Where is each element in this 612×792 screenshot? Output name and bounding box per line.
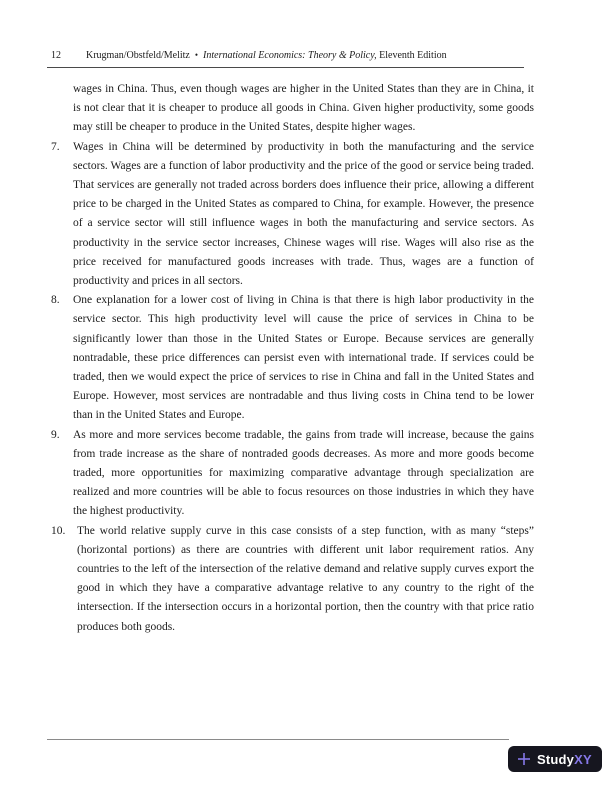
list-item-9 [51,426,534,522]
footer-rule [47,739,509,740]
header-separator-bullet: • [194,50,199,60]
page-number: 12 [51,50,61,61]
header-edition: Eleventh Edition [379,50,447,61]
list-item-number: 9. [51,428,60,441]
brand-xy: XY [574,751,592,767]
page-header [51,50,534,61]
header-authors: Krugman/Obstfeld/Melitz [86,50,190,61]
plus-icon [517,752,531,766]
list-item-7 [51,138,534,292]
brand-study: Study [537,751,575,767]
list-item-text: The world relative supply curve in this case consists of a step function, with as many “steps” (horizontal portions) as there are countries with different unit labor requirement ratios. Any countries to the left of the intersection of the relative demand and relative supply curves export the good in which they have a comparative advantage relative to any country to the right of the intersection. If the intersection occurs in a horizontal portion, then the country with that price ratio produces both goods. [77,524,534,633]
paragraph-continuation: wages in China. Thus, even though wages are higher in the United States than they are in China, it is not clear that it is cheaper to produce all goods in China. Given higher productivity, some goods may still be cheaper to produce in the United States, despite higher wages. [73,83,534,134]
page-body [51,80,534,637]
list-item-text: As more and more services become tradable, the gains from trade will increase, because the gains from trade increase as the share of nontraded goods decreases. As more and more goods become traded, more opportunities for maximizing comparative advantage through specialization are realized and more countries will be able to focus resources on those industries in which they have the highest productivity. [73,428,534,518]
list-item-8 [51,291,534,425]
header-rule [47,67,524,68]
list-item-text: One explanation for a lower cost of living in China is that there is high labor productivity in the service sector. This high productivity level will cause the price of services in China to be significantly lower than those in the United States or Europe. Because services are generally nontradable, these price differences can persist even with international trade. If services could be traded, then we would expect the price of services to rise in China and fall in the United States and Europe. However, most services are nontradable and thus living costs in China tend to be lower than in the United States and Europe. [73,294,534,422]
list-item-number: 8. [51,294,60,307]
header-book-title: International Economics: Theory & Policy, [203,50,377,61]
list-item-number: 7. [51,140,60,153]
studyxy-badge[interactable] [508,746,602,772]
brand-wordmark [537,752,592,767]
list-item-text: Wages in China will be determined by productivity in both the manufacturing and the service sectors. Wages are a function of labor productivity and the price of the good or service being traded. That services are generally not traded across borders does influence their price, allowing a different price to be charged in the United States as compared to China, for example. However, the presence of a service sector will still influence wages in both the manufacturing and service sectors. As productivity in the service sector increases, Chinese wages will rise. Wages will also rise as the price received for manufactured goods increases with trade. Thus, wages are a function of productivity and prices in all sectors. [73,140,534,288]
list-item-10 [51,522,534,637]
list-item-number: 10. [51,524,66,537]
